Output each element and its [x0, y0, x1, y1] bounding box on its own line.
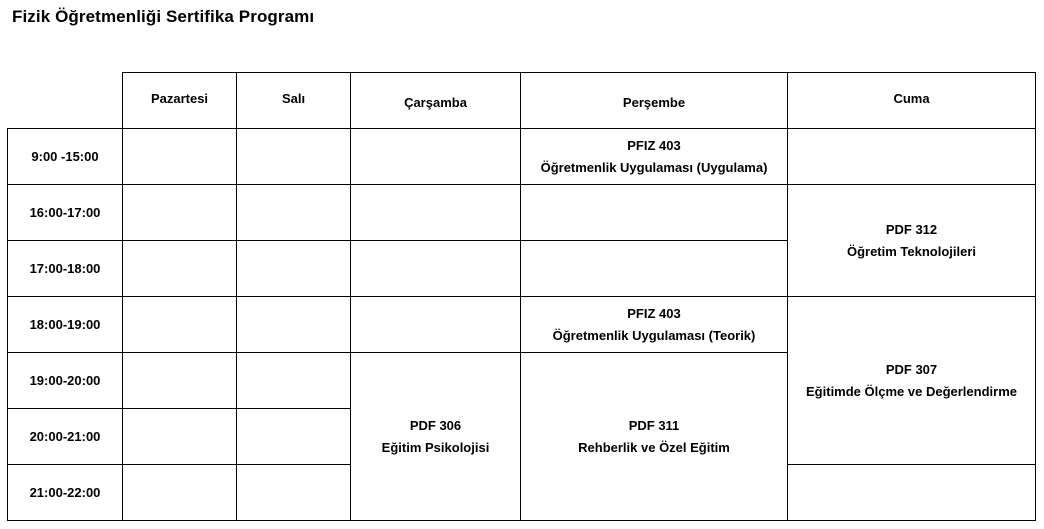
course-code: PDF 312 — [885, 221, 938, 237]
course-name: Eğitimde Ölçme ve Değerlendirme — [806, 383, 1017, 399]
empty-cell — [521, 185, 788, 241]
empty-cell — [351, 241, 521, 297]
course-cell-cuma-olcme — [788, 297, 1036, 465]
course-cell-persembe-teorik — [521, 297, 788, 353]
empty-cell — [237, 409, 351, 465]
course-name: Öğretmenlik Uygulaması (Uygulama) — [540, 159, 768, 175]
empty-cell — [521, 241, 788, 297]
day-header-carsamba: Çarşamba — [351, 73, 521, 129]
day-header-cuma: Cuma — [788, 73, 1036, 129]
empty-cell — [123, 409, 237, 465]
table-row — [8, 185, 1036, 241]
table-row — [8, 297, 1036, 353]
time-slot-label: 19:00-20:00 — [8, 353, 123, 409]
empty-cell — [788, 129, 1036, 185]
empty-cell — [123, 297, 237, 353]
corner-cell — [8, 73, 123, 129]
time-slot-label: 21:00-22:00 — [8, 465, 123, 521]
course-cell-persembe-uygulama — [521, 129, 788, 185]
time-slot-label: 9:00 -15:00 — [8, 129, 123, 185]
empty-cell — [123, 129, 237, 185]
page-title: Fizik Öğretmenliği Sertifika Programı — [12, 7, 315, 26]
empty-cell — [237, 465, 351, 521]
course-code: PDF 307 — [885, 361, 938, 377]
empty-cell — [237, 353, 351, 409]
course-cell-cuma-teknoloji — [788, 185, 1036, 297]
course-cell-persembe-rehberlik — [521, 353, 788, 521]
time-slot-label: 18:00-19:00 — [8, 297, 123, 353]
empty-cell — [351, 297, 521, 353]
empty-cell — [123, 465, 237, 521]
course-code: PDF 311 — [628, 417, 680, 433]
empty-cell — [351, 129, 521, 185]
empty-cell — [237, 297, 351, 353]
empty-cell — [237, 129, 351, 185]
empty-cell — [123, 185, 237, 241]
empty-cell — [123, 353, 237, 409]
course-code: PFIZ 403 — [627, 305, 681, 321]
header-row — [8, 73, 1036, 129]
empty-cell — [237, 241, 351, 297]
table-row — [8, 129, 1036, 185]
schedule-table — [7, 72, 1036, 521]
empty-cell — [351, 185, 521, 241]
time-slot-label: 20:00-21:00 — [8, 409, 123, 465]
course-name: Öğretmenlik Uygulaması (Teorik) — [552, 327, 756, 343]
course-name: Eğitim Psikolojisi — [381, 439, 490, 455]
time-slot-label: 17:00-18:00 — [8, 241, 123, 297]
course-code: PFIZ 403 — [627, 137, 681, 153]
day-header-sali: Salı — [237, 73, 351, 129]
time-slot-label: 16:00-17:00 — [8, 185, 123, 241]
course-name: Öğretim Teknolojileri — [846, 243, 977, 259]
course-name: Rehberlik ve Özel Eğitim — [578, 439, 730, 455]
empty-cell — [123, 241, 237, 297]
day-header-persembe: Perşembe — [521, 73, 788, 129]
empty-cell — [788, 465, 1036, 521]
empty-cell — [237, 185, 351, 241]
course-code: PDF 306 — [409, 417, 462, 433]
day-header-pazartesi: Pazartesi — [123, 73, 237, 129]
course-cell-carsamba-psikoloji — [351, 353, 521, 521]
